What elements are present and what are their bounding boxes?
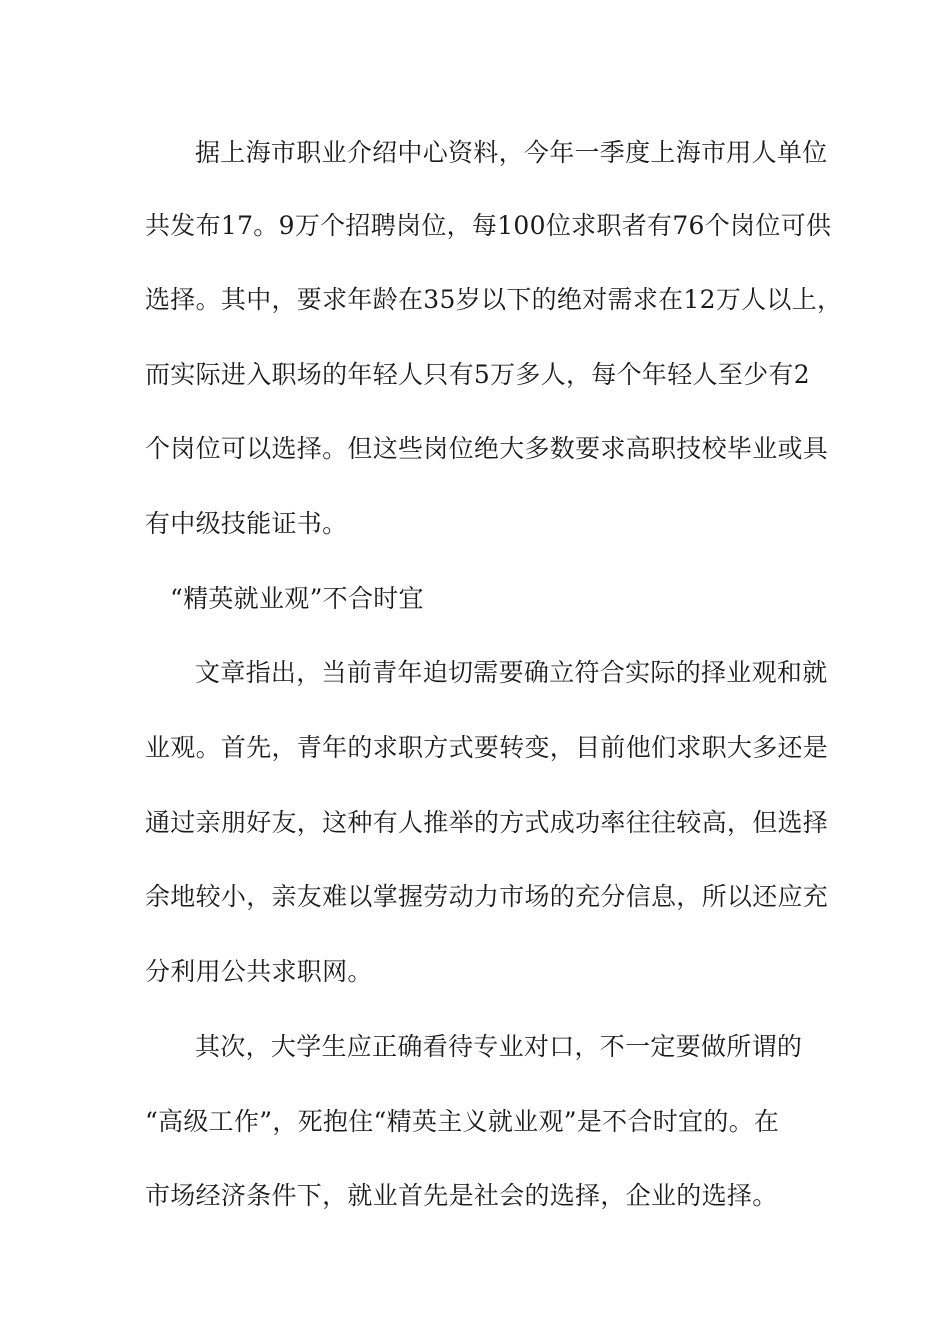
paragraph-2-line-2: 业观。首先，青年的求职方式要转变，目前他们求职大多还是 [145, 733, 829, 762]
paragraph-1-line-6: 有中级技能证书。 [145, 509, 348, 538]
section-heading: “精英就业观”不合时宜 [170, 584, 424, 613]
paragraph-1-line-2: 共发布17。9万个招聘岗位，每100位求职者有76个岗位可供 [145, 211, 832, 240]
paragraph-1-line-3: 选择。其中，要求年龄在35岁以下的绝对需求在12万人以上， [145, 285, 843, 314]
paragraph-2-line-3: 通过亲朋好友，这种有人推举的方式成功率往往较高，但选择 [145, 808, 829, 837]
paragraph-3-line-1: 其次，大学生应正确看待专业对口，不一定要做所谓的 [195, 1032, 803, 1061]
paragraph-2-line-1: 文章指出，当前青年迫切需要确立符合实际的择业观和就 [195, 658, 828, 687]
paragraph-3-line-3: 市场经济条件下，就业首先是社会的选择，企业的选择。 [145, 1181, 778, 1210]
paragraph-1-line-1: 据上海市职业介绍中心资料，今年一季度上海市用人单位 [195, 138, 828, 167]
paragraph-2-line-4: 余地较小，亲友难以掌握劳动力市场的充分信息，所以还应充 [145, 882, 829, 911]
paragraph-3-line-2: “高级工作”，死抱住“精英主义就业观”是不合时宜的。在 [145, 1107, 780, 1136]
paragraph-1-line-5: 个岗位可以选择。但这些岗位绝大多数要求高职技校毕业或具 [145, 434, 829, 463]
paragraph-1-line-4: 而实际进入职场的年轻人只有5万多人，每个年轻人至少有2 [145, 360, 810, 389]
paragraph-2-line-5: 分利用公共求职网。 [145, 957, 373, 986]
